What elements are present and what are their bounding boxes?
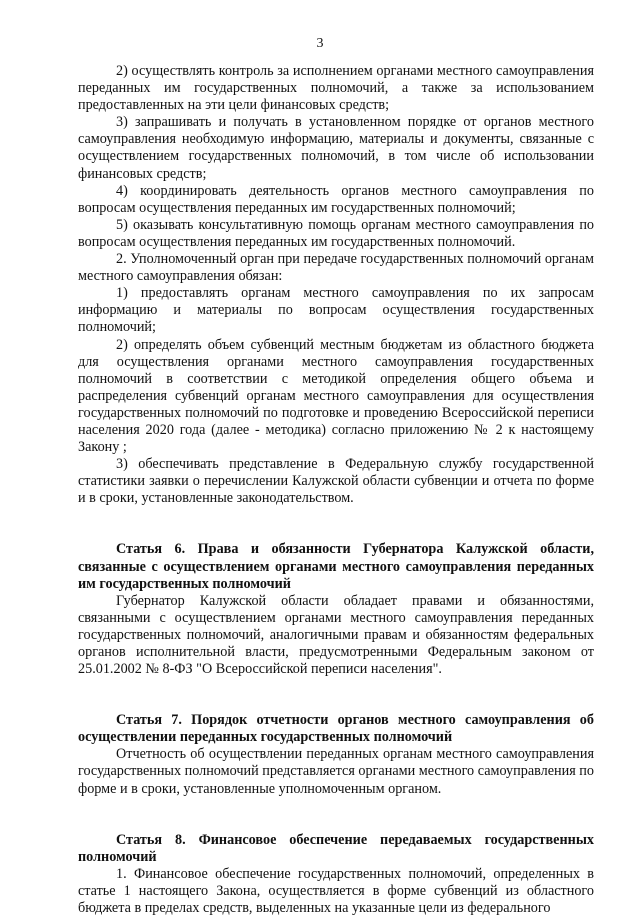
- section-gap: [78, 798, 594, 832]
- article-8-text: 1. Финансовое обеспечение государственных полномочий, определенных в статье 1 настоящего Закона, осуществляется в форме субвенций из областного бюджета в пределах средств, выделенных на указанные цели из федерального: [78, 865, 594, 917]
- article-7-text: Отчетность об осуществлении переданных органам местного самоуправления государственных полномочий представляется органами местного самоуправления по форме и в сроки, установленные уполномоченным органом.: [78, 746, 594, 797]
- article-6-text: Губернатор Калужской области обладает правами и обязанностями, связанными с осуществлением органами местного самоуправления переданных государственных полномочий, аналогичными правам и обязанностям федеральных органов исполнительной власти, предусмотренными Федеральным законом от 25.01.2002 № 8-ФЗ "О Всероссийской переписи населения".: [78, 592, 594, 678]
- section-gap: [78, 507, 594, 541]
- article-6-heading: Статья 6. Права и обязанности Губернатора Калужской области, связанные с осуществлением органами местного самоуправления переданных им государственных полномочий: [78, 541, 594, 592]
- article-7-heading: Статья 7. Порядок отчетности органов местного самоуправления об осуществлении переданных государственных полномочий: [78, 712, 594, 746]
- paragraph: 5) оказывать консультативную помощь органам местного самоуправления по вопросам осуществления переданных им государственных полномочий.: [78, 216, 594, 250]
- paragraph: 2) определять объем субвенций местным бюджетам из областного бюджета для осуществления органами местного самоуправления государственных полномочий в соответствии с методикой определения общего объема и распределения субвенций органам местного самоуправления для осуществления государственных полномочий по подготовке и проведению Всероссийской переписи населения 2020 года (далее - методика) согласно приложению № 2 к настоящему Закону ;: [78, 336, 594, 456]
- paragraph: 3) обеспечивать представление в Федеральную службу государственной статистики заявки о перечислении Калужской области субвенции и отчета по форме и в сроки, установленные законодательством.: [78, 456, 594, 507]
- paragraph: 1) предоставлять органам местного самоуправления по их запросам информацию и материалы по вопросам осуществления государственных полномочий;: [78, 285, 594, 336]
- paragraph: 3) запрашивать и получать в установленном порядке от органов местного самоуправления необходимую информацию, материалы и документы, связанные с осуществлением государственных полномочий, в том числе об использовании финансовых средств;: [78, 114, 594, 182]
- section-gap: [78, 678, 594, 712]
- document-body: [78, 63, 594, 917]
- paragraph: 2) осуществлять контроль за исполнением органами местного самоуправления переданных им государственных полномочий, а также за использованием предоставленных на эти цели финансовых средств;: [78, 63, 594, 114]
- paragraph: 2. Уполномоченный орган при передаче государственных полномочий органам местного самоуправления обязан:: [78, 251, 594, 285]
- paragraph: 4) координировать деятельность органов местного самоуправления по вопросам осуществления переданных им государственных полномочий;: [78, 182, 594, 216]
- article-8-heading: Статья 8. Финансовое обеспечение передаваемых государственных полномочий: [78, 831, 594, 865]
- page-number: 3: [316, 36, 324, 51]
